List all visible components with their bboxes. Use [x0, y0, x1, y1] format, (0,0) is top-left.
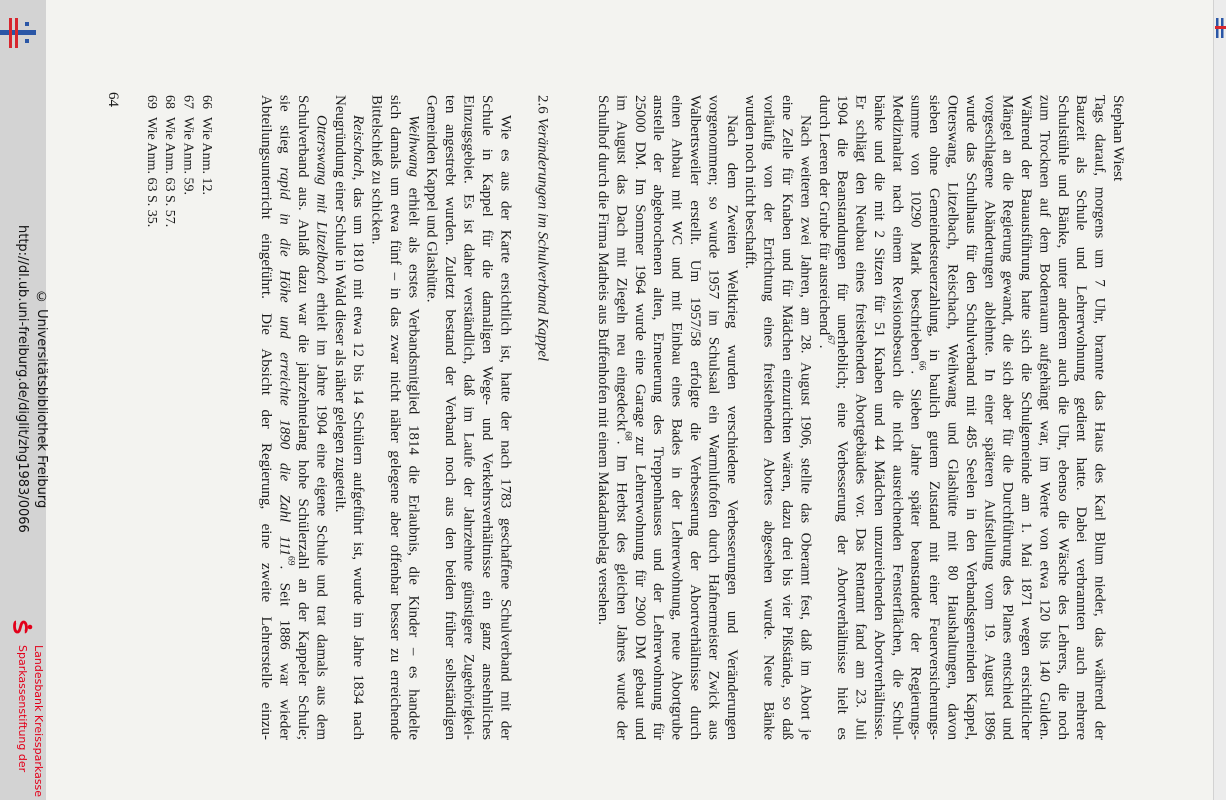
- footnote-item: [141, 95, 159, 740]
- digital-library-logo-icon: [0, 16, 40, 50]
- sponsor-line-1: Sparkassenstiftung der: [16, 645, 29, 773]
- body-text-line: zum Trocknen auf dem Bodenraum aufgehängt war, im Werte von etwa 120 bis 140 Gulden.: [1036, 95, 1053, 740]
- italic-text-segment: Otterswang mit Litzelbach: [313, 115, 330, 285]
- body-text-line: 25000 DM. Im Sommer 1964 wurde eine Garage zur Lehrerwohnung für 2900 DM gebaut und: [631, 95, 648, 740]
- body-text-line: sich damals um etwa fünf – in das zwar nicht näher gelegene aber offenbar besser zu erreichende: [386, 95, 403, 740]
- footnote-number: 68: [162, 95, 178, 109]
- body-text-line: bänke und die mit 2 Sitzen für 51 Knaben und 44 Mädchen unzureichenden Abortverhältnisse.: [870, 95, 887, 740]
- text-segment: erhielt im Jahre 1904 eine eigene Schule und trat damals aus dem: [313, 284, 330, 741]
- footnote-item: [197, 95, 215, 740]
- viewer-right-edge: [1213, 0, 1226, 800]
- footnotes: [141, 95, 215, 740]
- body-text-line: [814, 95, 835, 740]
- body-text-line: Mängel an die Regierung gewandt, die sich aber für die Durchführung des Planes entschied und: [999, 95, 1016, 740]
- body-text-line: Bauzeit als Schule und Lehrerwohnung gedient hatte. Dabei verbrannten auch mehrere: [1073, 95, 1090, 740]
- text-segment: . Seit 1886 war wieder: [276, 565, 293, 740]
- body-text-line: anstelle der abgebrochenen alten, Erneuerung des Treppenhauses und der Lehrerwohnung für: [650, 95, 667, 740]
- italic-text-segment: Reischach: [350, 115, 367, 177]
- body-text-line: vorgenommen; so wurde 1957 im Schulsaal ein Warmluftofen durch Hafnermeister Zwick aus: [705, 95, 722, 740]
- body-text-line: wurden noch nicht beschafft.: [742, 95, 759, 269]
- body-text-line: einen Anbau mit WC und mit Einbau eines Bades in der Lehrerwohnung, neue Abortgrube: [668, 95, 685, 740]
- body-text-line: Nach weiteren zwei Jahren, am 28. August 1906, stellte das Oberamt fest, daß im Abort je: [797, 115, 814, 740]
- section-heading: [533, 95, 551, 740]
- document-url-link[interactable]: http://dl.ub.uni-freiburg.de/diglit/zhg1983/0066: [15, 225, 30, 533]
- body-text-line: Schulstühle und Bänke, unter anderem auch die Uhr, ebenso die Wäsche des Lehrers, die noch: [1054, 95, 1071, 740]
- section-title: Veränderungen im Schulverband Kappel: [534, 117, 551, 362]
- body-text-line: Nach dem Zweiten Weltkrieg wurden verschiedene Verbesserungen und Veränderungen: [723, 115, 740, 740]
- sponsor-line-2: Landesbank Kreissparkasse: [32, 645, 45, 798]
- body-text-line: Schule in Kappel für die damaligen Wege- und Verkehrsverhältnisse ein ganz ansehnliches: [478, 95, 495, 740]
- footnote-reference: 67: [824, 335, 835, 345]
- page-body: [257, 95, 1127, 740]
- viewer-sidebar: [0, 0, 49, 800]
- body-text-line: Schulhof durch die Firma Matheis aus Buffenhofen mit einem Makadambelag versehen.: [595, 95, 612, 625]
- body-text-line: Schulverband aus. Anlaß dazu war die jahrzehntelang hohe Schülerzahl an der Kappeler Schule;: [295, 95, 311, 740]
- text-segment: summe von 10290 Mark beschrieben: [907, 95, 924, 361]
- footnote-text: Wie Anm. 63 S. 57.: [162, 117, 178, 228]
- text-segment: . Sieben Jahre später beanstandete der Regierungs-: [907, 370, 924, 741]
- body-text-line: Medizinalrat nach einem Revisionsbesuch die nicht ausreichenden Fensterflächen, die Schul-: [889, 95, 906, 740]
- body-text-line: Einzugsgebiet. Es ist daher verständlich, daß im Laufe der Jahrzehnte günstigere Zugehörigkei-: [460, 95, 477, 740]
- footnote-reference: 66: [916, 360, 927, 371]
- body-text-line: [404, 95, 422, 740]
- body-text-line: Er schlägt den Neubau eines freistehenden Abortgebäudes vor. Das Rentamt fand am 23. Juli: [852, 95, 869, 740]
- footnote-text: Wie Anm. 59.: [180, 117, 196, 195]
- body-text-line: [906, 95, 927, 741]
- body-text-line: 1904 die Beanstandungen für unerheblich; eine Verbesserung der Abortverhältnisse hielt es: [834, 95, 851, 740]
- body-text-line: [349, 95, 367, 740]
- body-text-line: Tags darauf, morgens um 7 Uhr, brannte das Haus des Karl Blum nieder, das während der: [1091, 95, 1108, 740]
- body-text-line: wurde das Schulhaus für den Schulverband mit 485 Seelen in den Verbandsgemeinden Kappel,: [962, 95, 979, 740]
- body-text-line: Neugründung einer Schule in Wald dieser als näher gelegen zugeteilt.: [331, 95, 348, 513]
- body-text-line: Abteilungsunterricht eingeführt. Die Absicht der Regierung, eine zweite Lehrerstelle einzu-: [258, 95, 275, 740]
- body-text-line: [312, 95, 330, 740]
- text-segment: . Im Herbst des gleichen Jahres wurde der: [613, 440, 630, 740]
- footnote-number: 67: [180, 95, 196, 109]
- footnote-reference: 69: [285, 556, 296, 566]
- text-segment: im August das Dach mit Ziegeln neu eingedeckt: [613, 95, 630, 432]
- footnote-item: [160, 95, 178, 740]
- page-number: 64: [105, 92, 121, 107]
- body-text-line: Walbertsweiler erstellt. Um 1957/58 erfolgte die Verbesserung der Abortverhältnisse durch: [687, 95, 704, 740]
- text-segment: , das um 1810 mit etwa 12 bis 14 Schülern aufgeführt ist, wurde im Jahre 1834 nach: [350, 176, 367, 740]
- body-text-line: [275, 95, 296, 740]
- italic-text-segment: rapid in die Höhe und erreichte 1890 die Zahl 111: [276, 167, 293, 556]
- text-segment: durch Leeren der Grube für ausreichend: [815, 95, 832, 336]
- footnote-number: 66: [199, 95, 214, 109]
- body-text-line: sieben ohne Gemeindesteuerzahlung, in baulich gutem Zustand mit einer Feuerversicherungs-: [926, 95, 943, 740]
- body-text-line: vorgeschlagene Abänderungen ablehnte. In einer späteren Aufstellung vom 19. August 1896: [981, 95, 998, 740]
- text-segment: .: [815, 344, 832, 349]
- body-text-line: eine Zelle für Knaben und für Mädchen einzurichten wären, dazu drei bis vier Pißstände, so daß: [778, 95, 795, 740]
- body-text-line: Gemeinden Kappel und Glashütte.: [423, 95, 440, 303]
- body-text-line: Wie es aus der Karte ersichtlich ist, hatte der nach 1783 geschaffene Schulverband mit der: [497, 115, 514, 740]
- body-text-line: [612, 95, 633, 740]
- body-text-line: vorläufig von der Errichtung eines freistehenden Abortes abgesehen wurde. Neue Bänke: [760, 95, 777, 740]
- body-text-block: [257, 95, 514, 740]
- text-segment: sie stieg: [276, 95, 293, 168]
- footnote-text: Wie Anm. 12.: [199, 117, 214, 195]
- body-text-line: ten angestrebt wurden. Zuletzt bestand der Verband noch aus den beiden früher selbständigen: [442, 95, 459, 740]
- italic-text-segment: Weihwang: [405, 115, 422, 177]
- body-text-line: Während der Bauausführung hatte sich die Schulgemeinde am 1. Mai 1871 wegen ersichtlicher: [1018, 95, 1035, 740]
- body-text-line: Bittelschieß zu schicken.: [368, 95, 385, 245]
- next-page-edge-icon: [1215, 16, 1226, 40]
- text-segment: erhielt als erstes Verbandsmitglied 1814 die Erlaubnis, die Kinder – es handelte: [405, 176, 422, 740]
- body-text-line: Otterswang, Litzelbach, Reischach, Weihwang und Glashütte mit 80 Haushaltungen, davon: [944, 95, 961, 740]
- footnote-reference: 68: [622, 431, 633, 441]
- section-number: 2.6: [534, 95, 551, 114]
- footnote-item: [178, 95, 196, 740]
- body-text-block: [594, 95, 1109, 740]
- running-head: Stephan Wiest: [1110, 95, 1126, 182]
- footnote-text: Wie Anm. 63 S. 35.: [143, 117, 159, 228]
- sparkasse-logo-icon: [13, 617, 33, 637]
- copyright-notice: © Universitätsbibliothek Freiburg: [34, 290, 49, 509]
- footnote-number: 69: [143, 95, 159, 109]
